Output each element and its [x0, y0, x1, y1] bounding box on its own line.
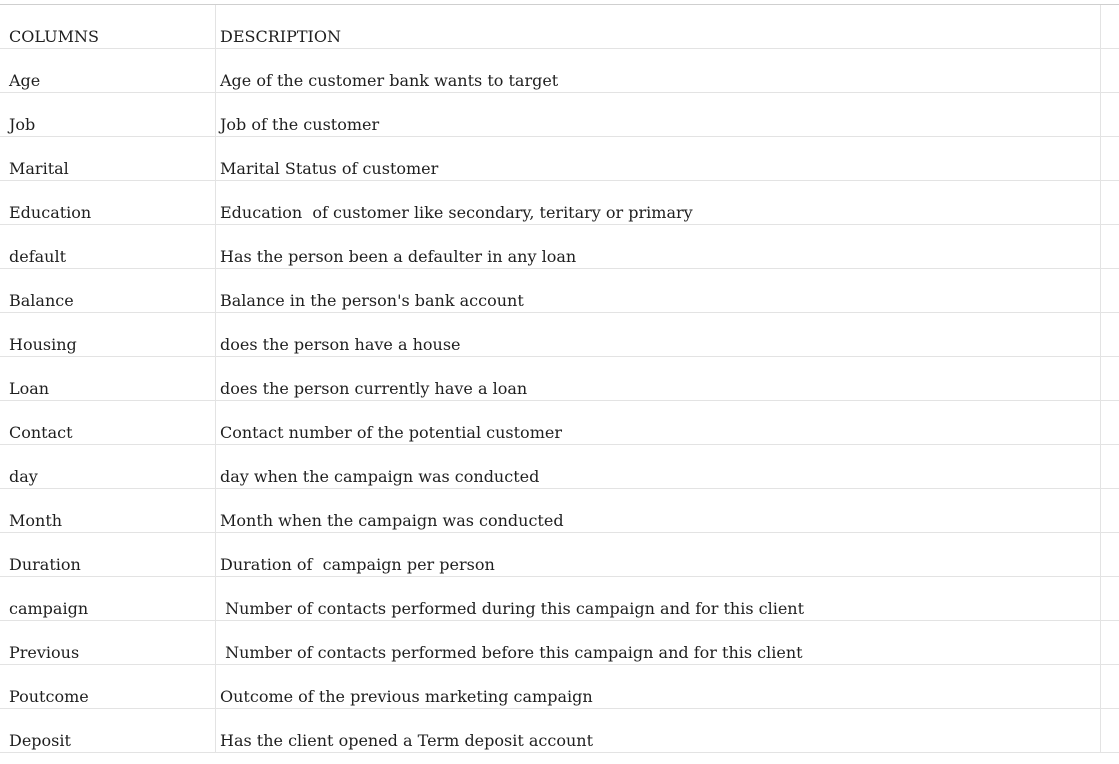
table-row [0, 489, 1119, 533]
description-cell[interactable]: Month when the campaign was conducted [216, 489, 1101, 532]
cell-table [0, 5, 1119, 753]
table-row [0, 665, 1119, 709]
column-name-cell[interactable]: Month [0, 489, 216, 532]
table-row [0, 49, 1119, 93]
empty-cell[interactable] [1101, 137, 1119, 180]
table-row [0, 621, 1119, 665]
table-row [0, 93, 1119, 137]
description-cell[interactable]: does the person currently have a loan [216, 357, 1101, 400]
column-name-cell[interactable]: Poutcome [0, 665, 216, 708]
empty-cell[interactable] [1101, 49, 1119, 92]
empty-cell[interactable] [1101, 269, 1119, 312]
table-row [0, 225, 1119, 269]
empty-cell[interactable] [1101, 401, 1119, 444]
empty-cell[interactable] [1101, 5, 1119, 48]
column-name-cell[interactable]: Education [0, 181, 216, 224]
description-cell[interactable]: Education of customer like secondary, teritary or primary [216, 181, 1101, 224]
empty-cell[interactable] [1101, 665, 1119, 708]
description-cell[interactable]: day when the campaign was conducted [216, 445, 1101, 488]
column-name-cell[interactable]: Previous [0, 621, 216, 664]
empty-cell[interactable] [1101, 313, 1119, 356]
table-row [0, 533, 1119, 577]
column-name-cell[interactable]: Balance [0, 269, 216, 312]
table-row [0, 313, 1119, 357]
empty-cell[interactable] [1101, 357, 1119, 400]
column-name-cell[interactable]: default [0, 225, 216, 268]
table-row [0, 401, 1119, 445]
description-cell[interactable]: Age of the customer bank wants to target [216, 49, 1101, 92]
column-name-cell[interactable]: Marital [0, 137, 216, 180]
column-name-cell[interactable]: Loan [0, 357, 216, 400]
column-name-cell[interactable]: day [0, 445, 216, 488]
table-row [0, 709, 1119, 753]
table-row [0, 181, 1119, 225]
column-name-cell[interactable]: Age [0, 49, 216, 92]
description-cell[interactable]: Balance in the person's bank account [216, 269, 1101, 312]
description-cell[interactable]: Contact number of the potential customer [216, 401, 1101, 444]
description-cell[interactable]: Duration of campaign per person [216, 533, 1101, 576]
empty-cell[interactable] [1101, 225, 1119, 268]
column-name-cell[interactable]: Job [0, 93, 216, 136]
description-cell[interactable]: Has the client opened a Term deposit account [216, 709, 1101, 752]
description-cell[interactable]: Number of contacts performed during this campaign and for this client [216, 577, 1101, 620]
empty-cell[interactable] [1101, 93, 1119, 136]
table-row [0, 577, 1119, 621]
table-row [0, 137, 1119, 181]
column-name-cell[interactable]: Duration [0, 533, 216, 576]
table-row [0, 357, 1119, 401]
column-name-cell[interactable]: campaign [0, 577, 216, 620]
column-name-cell[interactable]: Contact [0, 401, 216, 444]
description-cell[interactable]: Marital Status of customer [216, 137, 1101, 180]
empty-cell[interactable] [1101, 445, 1119, 488]
description-cell[interactable]: Job of the customer [216, 93, 1101, 136]
empty-cell[interactable] [1101, 181, 1119, 224]
empty-cell[interactable] [1101, 489, 1119, 532]
empty-cell[interactable] [1101, 577, 1119, 620]
empty-cell[interactable] [1101, 709, 1119, 752]
description-cell[interactable]: Outcome of the previous marketing campaign [216, 665, 1101, 708]
empty-cell[interactable] [1101, 533, 1119, 576]
header-cell-columns[interactable]: COLUMNS [0, 5, 216, 48]
header-cell-description[interactable]: DESCRIPTION [216, 5, 1101, 48]
description-cell[interactable]: does the person have a house [216, 313, 1101, 356]
description-cell[interactable]: Number of contacts performed before this campaign and for this client [216, 621, 1101, 664]
header-row [0, 5, 1119, 49]
column-name-cell[interactable]: Housing [0, 313, 216, 356]
empty-cell[interactable] [1101, 621, 1119, 664]
description-cell[interactable]: Has the person been a defaulter in any loan [216, 225, 1101, 268]
column-name-cell[interactable]: Deposit [0, 709, 216, 752]
table-row [0, 269, 1119, 313]
table-row [0, 445, 1119, 489]
